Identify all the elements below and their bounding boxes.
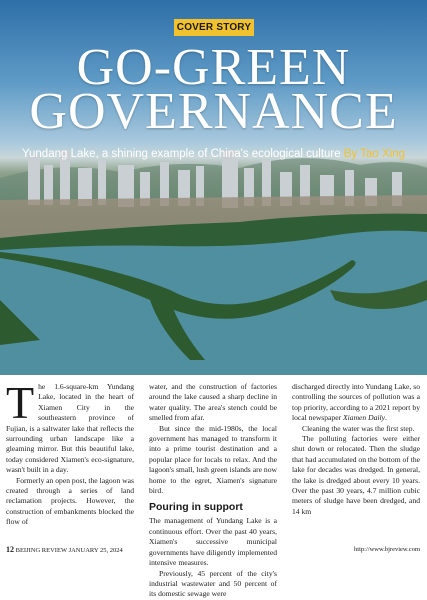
paragraph: water, and the construction of factories around the lake caused a sharp decline in water quality. The area's stench could be smelled from afar.	[149, 382, 277, 423]
footer-left	[6, 545, 123, 554]
source-name: Xiamen Daily	[343, 413, 385, 423]
column-1	[6, 377, 134, 528]
drop-cap: T	[6, 377, 35, 428]
subtitle-text: Yundang Lake, a shining example of China's ecological culture	[21, 148, 341, 160]
section-heading: Pouring in support	[149, 501, 243, 514]
paragraph-text: discharged directly into Yundang Lake, so controlling the sources of pollution was a top priority, according to a 2021 report by local newspaper	[292, 382, 420, 423]
standfirst	[0, 148, 427, 160]
paragraph: Formerly an open post, the lagoon was created through a series of land reclamation projects. However, the construction of embankments blocked the flow of	[6, 475, 134, 527]
column-3	[292, 382, 420, 517]
paragraph	[292, 382, 420, 424]
paragraph-end: .	[385, 413, 387, 423]
headline-line-2: GOVERNANCE	[29, 83, 398, 140]
headline-line-1: GO-GREEN	[76, 39, 351, 96]
paragraph: The management of Yundang Lake is a continuous effort. Over the past 40 years, Xiamen's successive municipal governments have diligently implemented intensive measures.	[149, 516, 278, 568]
byline: By Tao Xing	[343, 148, 406, 160]
paragraph: Previously, 45 percent of the city's industrial wastewater and 50 percent of its domestic sewage were	[149, 568, 277, 599]
page-footer	[6, 545, 420, 557]
page-number: 12	[6, 545, 14, 554]
website-url: http://www.bjreview.com	[354, 546, 420, 553]
paragraph: The polluting factories were either shut down or relocated. Then the sludge that had accumulated on the bottom of the lake for decades was dredged. In general, the lake is dredged about every 10 years. Over the past 30 years, 4.7 million cubic meters of sludge have been dredged, and 14 km	[292, 434, 420, 516]
column-2	[149, 382, 277, 600]
publication-line: BEIJING REVIEW JANUARY 25, 2024	[15, 547, 123, 554]
paragraph: he 1.6-square-km Yundang Lake, located in the heart of Xiamen City in the southeastern province of Fujian, is a saltwater lake that reflects the surrounding urban landscape like a gleaming mirror. But this beautiful lake, today considered Xiamen's eco-signature, wasn't built in a day.	[6, 382, 134, 475]
section-badge: COVER STORY	[174, 19, 254, 36]
paragraph: Cleaning the water was the first step.	[302, 423, 415, 433]
paragraph: But since the mid-1980s, the local government has managed to transform it into a prime tourist destination and a popular place for locals to relax. And the lagoon's small, lush green islands are now home to the egret, Xiamen's signature bird.	[149, 423, 277, 496]
